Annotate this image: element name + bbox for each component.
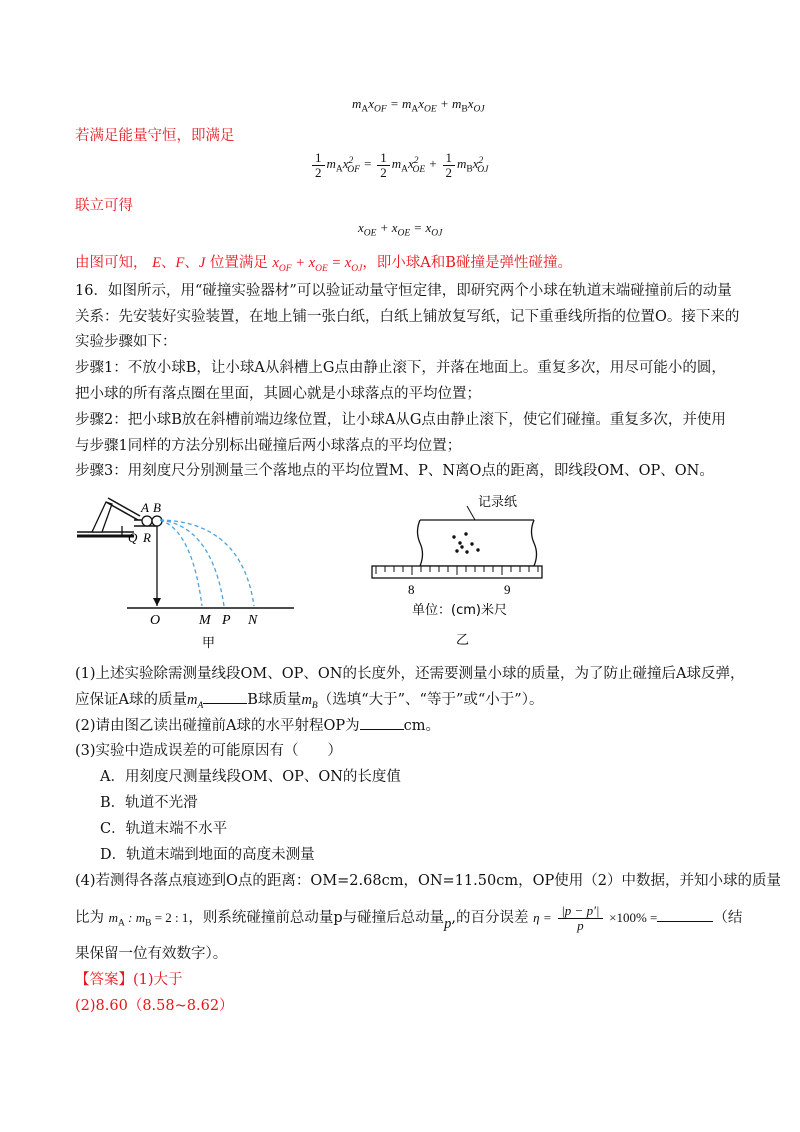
ramp-support (92, 502, 112, 532)
answer-2: (2)8.60（8.58~8.62） (75, 998, 234, 1014)
step2-line2: 与步骤1同样的方法分别标出碰撞后两小球落点的平均位置； (75, 438, 462, 454)
caption-yi: 乙 (456, 633, 470, 648)
landing-dots (452, 532, 479, 553)
trajectory-m (160, 520, 202, 606)
answer-1: (1)大于 (133, 972, 183, 988)
label-r: R (143, 530, 151, 545)
question-intro-line1: 16．如图所示，用“碰撞实验器材”可以验证动量守恒定律，即研究两个小球在轨道末端碰撞前后的动量 (75, 283, 732, 299)
tick-label-9: 9 (504, 582, 511, 597)
part4-answer-blank[interactable] (657, 907, 713, 922)
label-p: P (222, 613, 231, 628)
part2-line: (2)请由图乙读出碰撞前A球的水平射程OP为 cm。 (75, 714, 440, 735)
tick-label-8: 8 (408, 582, 415, 597)
option-c[interactable]: C．轨道末端不水平 (100, 821, 228, 837)
label-b: B (153, 500, 161, 515)
part2-answer-blank[interactable] (360, 715, 404, 730)
paper-left-edge (418, 520, 423, 566)
step1-line2: 把小球的所有落点圈在里面，其圆心就是小球落点的平均位置； (75, 386, 481, 402)
part1-answer-blank[interactable] (203, 689, 247, 704)
ruler-unit-label: 单位：(cm)米尺 (412, 603, 507, 618)
option-a[interactable]: A．用刻度尺测量线段OM、OP、ON的长度值 (100, 769, 401, 785)
label-m: M (199, 613, 211, 628)
part1-line2: 应保证A球的质量$m_A$ B球质量$m_B$（选填“大于”、“等于”或“小于”）。 (75, 688, 543, 711)
part4-line1: (4)若测得各落点痕迹到O点的距离：OM=2.68cm，ON=11.50cm，OP使用（2）中数据，并知小球的质量 (75, 873, 781, 889)
step1-line1: 步骤1：不放小球B，让小球A从斜槽上G点由静止滚下，并落在地面上。重复多次，用尽可能小的圆， (75, 360, 726, 376)
part3-line: (3)实验中造成误差的可能原因有（ ） (75, 743, 343, 759)
combine-equation: $x_{OE} + x_{OE} = x_{OJ}$ (358, 220, 443, 239)
energy-equation: $\frac{1}{2}$ $m_Ax^2_{OF}$ = $\frac{1}{2}$ $m_Ax^2_{OE}$ + $\frac{1}{2}$ $m_Bx^2_{OJ}$ (310, 151, 488, 179)
label-a: A (141, 500, 149, 515)
part4-line2: 比为 $m_A$ : $m_B = 2$ : 1，则系统碰撞前总动量p与碰撞后总动量p,的百分误差 η = $\frac{|p - p'|}{p}$ ×100% = （结 (75, 903, 743, 933)
answer-line1 (75, 968, 183, 989)
caption-jia: 甲 (202, 636, 216, 650)
ramp-slope (108, 498, 140, 516)
question-intro-line3: 实验步骤如下： (75, 334, 177, 350)
energy-label: 若满足能量守恒，即满足 (75, 128, 235, 144)
figure-yi (368, 490, 548, 650)
step3-line: 步骤3：用刻度尺分别测量三个落地点的平均位置M、P、N离O点的距离，即线段OM、OP、ON。 (75, 463, 714, 479)
paper-right-edge (532, 520, 537, 566)
option-d[interactable]: D．轨道末端到地面的高度未测量 (100, 847, 315, 863)
ball-a (142, 516, 152, 526)
paper-label: 记录纸 (478, 495, 518, 510)
part4-line3: 果保留一位有效数字）。 (75, 946, 228, 962)
part1-line1: (1)上述实验除需测量线段OM、OP、ON的长度外，还需要测量小球的质量，为了防止碰撞后A球反弹， (75, 666, 745, 682)
trajectory-n (160, 520, 254, 606)
label-n: N (248, 613, 258, 628)
momentum-equation: $m_Ax_{OF} = m_Ax_{OE} + m_Bx_{OJ}$ (352, 96, 485, 115)
label-o: O (150, 613, 161, 628)
conclusion-line: 由图可知， E、F、J 位置满足 $x_{OF} + x_{OE} = x_{OJ}$，即小球A和B碰撞是弹性碰撞。 (75, 255, 572, 274)
label-q: Q (128, 530, 138, 545)
combine-label: 联立可得 (75, 198, 133, 214)
figure-jia (72, 490, 302, 650)
trajectory-p (160, 520, 224, 606)
ball-b (152, 516, 162, 526)
question-intro-line2: 关系：先安装好实验装置，在地上铺一张白纸，白纸上铺放复写纸，记下重垂线所指的位置O。接下来的 (75, 309, 740, 325)
step2-line1: 步骤2：把小球B放在斜槽前端边缘位置，让小球A从G点由静止滚下，使它们碰撞。重复多次，并使用 (75, 412, 726, 428)
answer-label: 【答案】 (75, 972, 133, 988)
option-b[interactable]: B．轨道不光滑 (100, 795, 198, 811)
